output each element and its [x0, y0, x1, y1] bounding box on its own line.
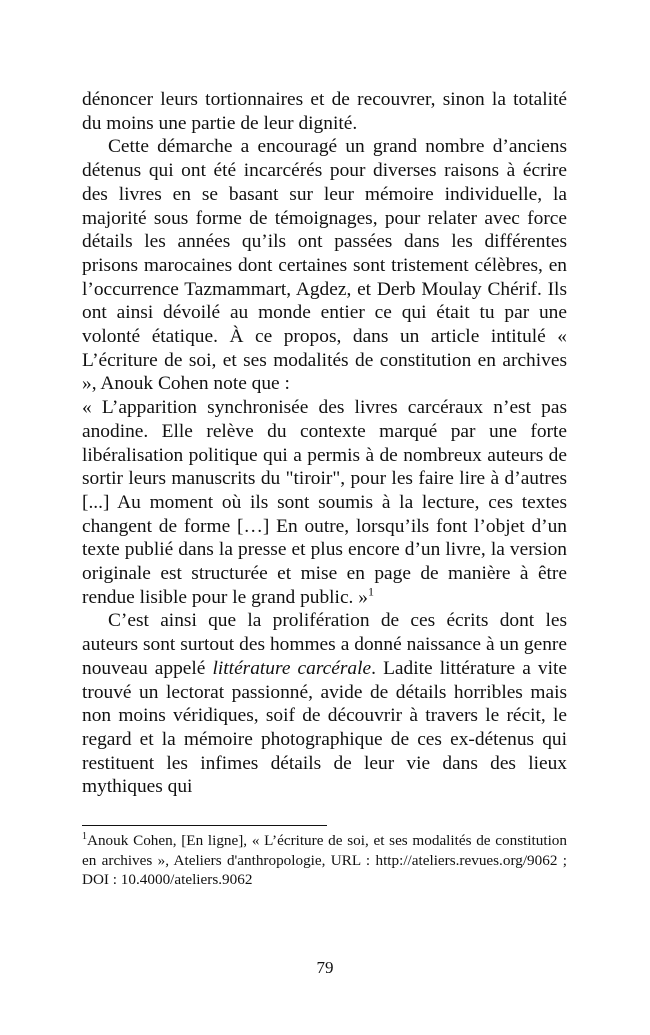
page-number: 79 — [316, 958, 334, 977]
page-body — [82, 88, 567, 799]
footnote-text: Anouk Cohen, [En ligne], « L’écriture de soi, et ses modalités de constitution en archives », Ateliers d'anthropologie, URL : http://ateliers.revues.org/9062 ; DOI : 10.4000/ateliers.9062 — [82, 832, 567, 888]
footnote-marker: 1 — [82, 830, 87, 842]
footnote-reference[interactable]: 1 — [367, 584, 374, 599]
paragraph-approach: Cette démarche a encouragé un grand nombre d’anciens détenus qui ont été incarcérés pour diverses raisons à écrire des livres en se basant sur leur mémoire individuelle, la majorité sous forme de témoignages, pour relater avec force détails les années qu’ils ont passées dans les différentes prisons marocaines dont certaines sont tristement célèbres, en l’occurrence Tazmammart, Agdez, et Derb Moulay Chérif. Ils ont ainsi dévoilé au monde entier ce qui était tu par une volonté étatique. À ce propos, dans un article intitulé « L’écriture de soi, et ses modalités de constitution en archives », Anouk Cohen note que : — [82, 136, 567, 395]
footnote-separator — [82, 825, 327, 826]
paragraph-continued: dénoncer leurs tortionnaires et de recouvrer, sinon la totalité du moins une partie de leur dignité. — [82, 89, 567, 134]
emphasized-term: littérature carcérale — [212, 657, 372, 679]
paragraph-prison-literature — [82, 609, 567, 799]
block-quote — [82, 396, 567, 609]
footnote — [82, 831, 567, 890]
paragraph-text-start: C’est ainsi que la prolifération de ces écrits dont les auteurs sont surtout des hommes a donné naissance à un genre nouveau appelé — [82, 610, 567, 679]
paragraph-text-end: . Ladite littérature a vite trouvé un lectorat passionné, avide de détails horribles mais non moins véridiques, soif de découvrir à travers le récit, le regard et la mémoire photographique de ces ex-détenus qui restituent les infimes détails de leur vie dans des lieux mythiques qui — [82, 657, 567, 798]
quote-text: « L’apparition synchronisée des livres carcéraux n’est pas anodine. Elle relève du contexte marqué par une forte libéralisation politique qui a permis à de nombreux auteurs de sortir leurs manuscrits du "tiroir", pour les faire lire à d’autres [...] Au moment où ils sont soumis à la lecture, ces textes changent de forme […] En outre, lorsqu’ils font l’objet d’un texte publié dans la presse et plus encore d’un livre, la version originale est structurée et mise en page de manière à être rendue lisible pour le grand public. » — [82, 397, 567, 608]
